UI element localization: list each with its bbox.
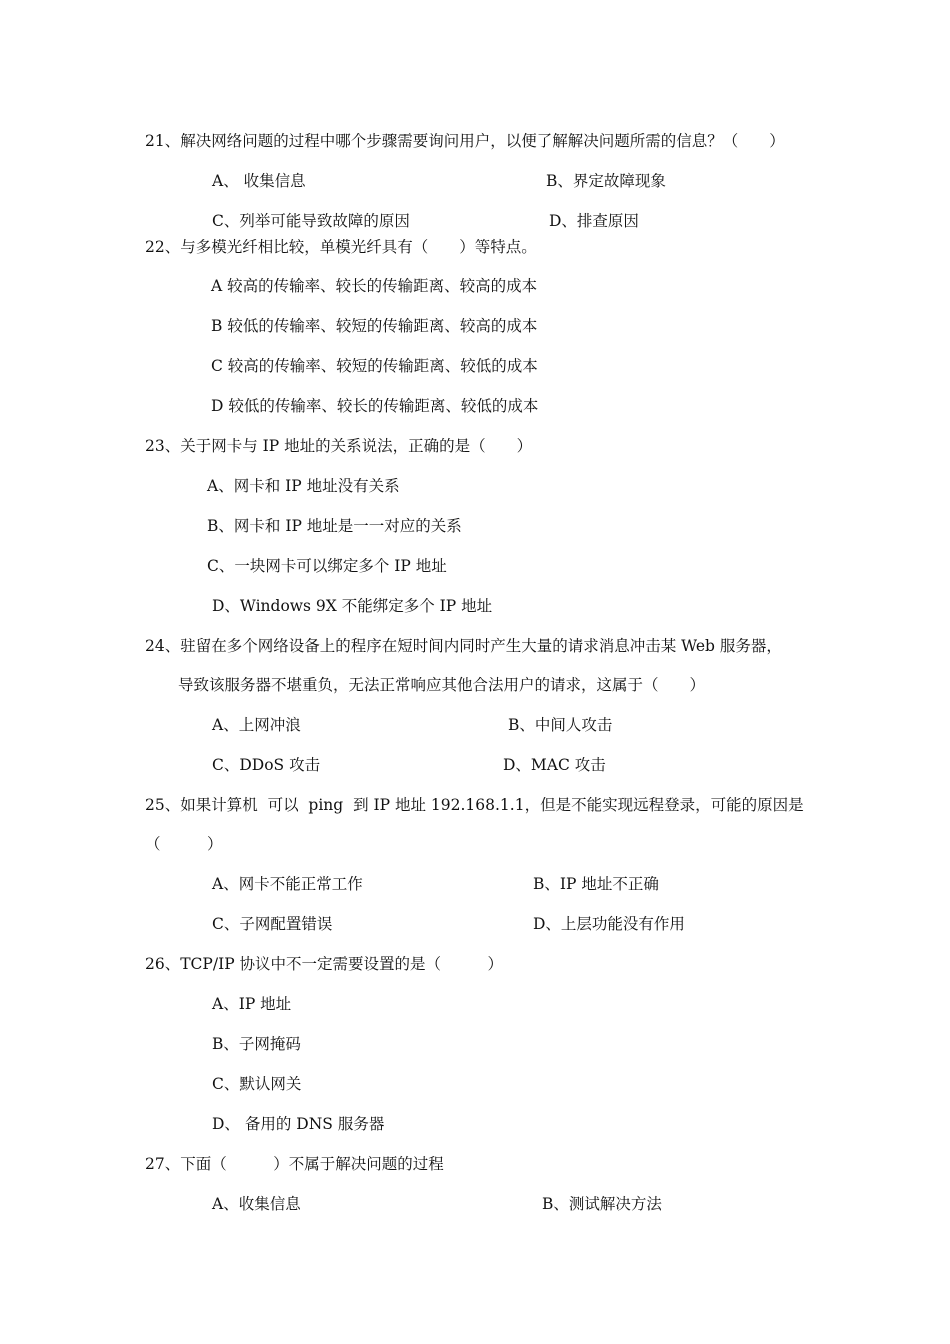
q24-stem-line1: 24、驻留在多个网络设备上的程序在短时间内同时产生大量的请求消息冲击某 Web 服务器， [145,637,782,655]
q24-option-b: B、中间人攻击 [508,716,613,734]
q23-option-d: D、Windows 9X 不能绑定多个 IP 地址 [212,597,493,615]
q26-option-c: C、默认网关 [212,1075,302,1093]
q21-option-c: C、列举可能导致故障的原因 [212,212,410,230]
q25-option-d: D、上层功能没有作用 [533,915,685,933]
q21-option-d: D、排查原因 [549,212,639,230]
q22-option-d: D 较低的传输率、较长的传输距离、较低的成本 [211,397,539,415]
q25-stem-line2: （ ） [145,835,223,853]
q25-option-b: B、IP 地址不正确 [533,875,659,893]
q25-option-a: A、网卡不能正常工作 [212,875,363,893]
q24-option-d: D、MAC 攻击 [503,756,606,774]
q21-stem: 21、解决网络问题的过程中哪个步骤需要询问用户，以便了解解决问题所需的信息？（ ） [145,132,785,150]
q23-option-b: B、网卡和 IP 地址是一一对应的关系 [207,517,462,535]
q22-option-c: C 较高的传输率、较短的传输距离、较低的成本 [211,357,538,375]
q23-stem: 23、关于网卡与 IP 地址的关系说法，正确的是（ ） [145,437,533,455]
q24-stem-line2: 导致该服务器不堪重负，无法正常响应其他合法用户的请求，这属于（ ） [178,676,706,694]
q24-option-c: C、DDoS 攻击 [212,756,321,774]
q22-stem: 22、与多模光纤相比较，单模光纤具有（ ）等特点。 [145,238,537,256]
q25-stem-line1: 25、如果计算机 可以 ping 到 IP 地址 192.168.1.1，但是不能实现远程登录，可能的原因是 [145,796,804,814]
q23-option-c: C、一块网卡可以绑定多个 IP 地址 [207,557,447,575]
q22-option-a: A 较高的传输率、较长的传输距离、较高的成本 [211,277,538,295]
q26-stem: 26、TCP/IP 协议中不一定需要设置的是（ ） [145,955,504,973]
q21-option-a: A、 收集信息 [212,172,306,190]
q23-option-a: A、网卡和 IP 地址没有关系 [207,477,400,495]
q26-option-a: A、IP 地址 [212,995,292,1013]
q26-option-d: D、 备用的 DNS 服务器 [212,1115,385,1133]
q27-option-a: A、收集信息 [212,1195,301,1213]
q21-option-b: B、界定故障现象 [546,172,666,190]
q25-option-c: C、子网配置错误 [212,915,333,933]
q26-option-b: B、子网掩码 [212,1035,301,1053]
q27-stem: 27、下面（ ）不属于解决问题的过程 [145,1155,444,1173]
q27-option-b: B、测试解决方法 [542,1195,662,1213]
q24-option-a: A、上网冲浪 [212,716,301,734]
q22-option-b: B 较低的传输率、较短的传输距离、较高的成本 [211,317,538,335]
